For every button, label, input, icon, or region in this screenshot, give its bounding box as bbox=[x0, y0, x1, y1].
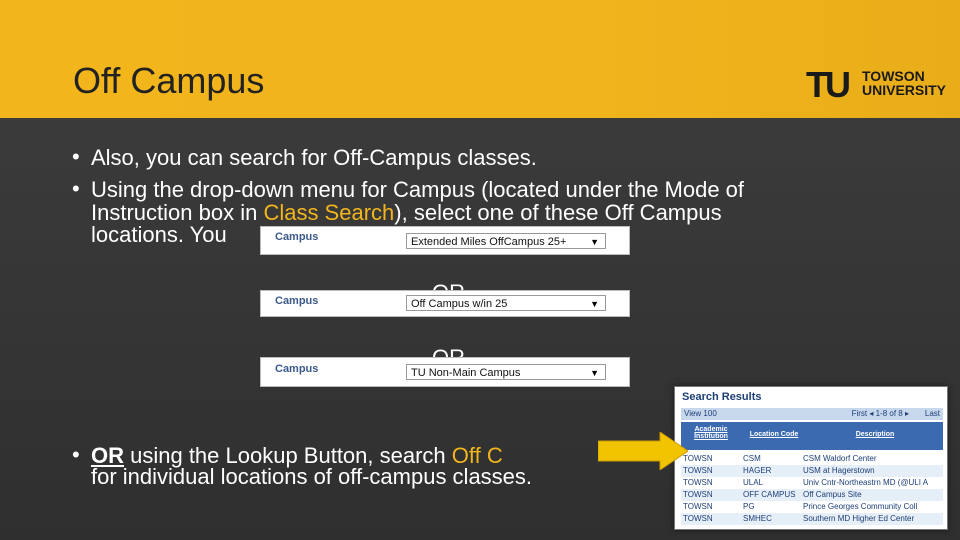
text-segment: ), select one of these Off Campus bbox=[394, 200, 722, 225]
col-location-code[interactable]: Location Code bbox=[749, 431, 799, 438]
logo-line-1: TOWSON bbox=[862, 68, 925, 84]
col-description[interactable]: Description bbox=[855, 431, 895, 438]
campus-select[interactable] bbox=[406, 295, 606, 311]
campus-dropdown-1 bbox=[260, 226, 630, 255]
dropdown-arrow-icon: ▼ bbox=[590, 237, 599, 247]
cell-location-code[interactable]: CSM bbox=[743, 454, 761, 463]
bullet-3 bbox=[91, 442, 532, 490]
search-results-panel bbox=[674, 386, 948, 530]
title-bar bbox=[0, 0, 960, 118]
results-pager bbox=[852, 409, 909, 418]
text-segment: using the Lookup Button, search bbox=[124, 443, 452, 468]
campus-dropdown-3 bbox=[260, 357, 630, 387]
off-campus-highlight: Off C bbox=[451, 443, 503, 468]
bullet-icon: • bbox=[72, 442, 80, 467]
results-header-row bbox=[681, 422, 943, 450]
cell-institution[interactable]: TOWSN bbox=[683, 478, 713, 487]
bullet-2-line-1: Using the drop-down menu for Campus (located under the Mode of bbox=[91, 177, 745, 202]
slide-title: Off Campus bbox=[73, 60, 265, 101]
table-row[interactable] bbox=[681, 501, 943, 513]
campus-label: Campus bbox=[275, 231, 319, 243]
campus-select[interactable] bbox=[406, 364, 606, 380]
table-row[interactable] bbox=[681, 477, 943, 489]
cell-description[interactable]: Southern MD Higher Ed Center bbox=[803, 514, 915, 523]
cell-description[interactable]: CSM Waldorf Center bbox=[803, 454, 877, 463]
next-icon[interactable]: ▸ bbox=[904, 409, 909, 418]
bullet-3-line-2: for individual locations of off-campus classes. bbox=[91, 464, 533, 489]
results-nav-bar bbox=[681, 408, 943, 420]
dropdown-arrow-icon: ▼ bbox=[590, 299, 599, 309]
cell-description[interactable]: Off Campus Site bbox=[803, 490, 862, 499]
text-segment: Instruction box in bbox=[91, 200, 264, 225]
towson-logo bbox=[806, 64, 947, 105]
bullet-icon: • bbox=[72, 176, 80, 201]
right-arrow-icon bbox=[598, 432, 688, 470]
bullet-2-line-3: locations. You bbox=[91, 222, 227, 247]
cell-location-code[interactable]: SMHEC bbox=[743, 514, 772, 523]
campus-label: Campus bbox=[275, 363, 319, 375]
cell-institution[interactable]: TOWSN bbox=[683, 490, 713, 499]
table-row[interactable] bbox=[681, 489, 943, 501]
results-title: Search Results bbox=[682, 391, 762, 403]
cell-location-code[interactable]: PG bbox=[743, 502, 755, 511]
table-row[interactable] bbox=[681, 465, 943, 477]
range-text: 1-8 of 8 bbox=[875, 409, 903, 418]
first-link[interactable]: First bbox=[851, 409, 868, 418]
col-academic-institution[interactable]: Academic Institution bbox=[694, 426, 728, 440]
logo-line-2: UNIVERSITY bbox=[862, 82, 947, 98]
cell-institution[interactable]: TOWSN bbox=[683, 454, 713, 463]
table-row[interactable] bbox=[681, 453, 943, 465]
campus-select[interactable] bbox=[406, 233, 606, 249]
or-emphasis: OR bbox=[91, 443, 124, 468]
bullet-1: Also, you can search for Off-Campus classes. bbox=[91, 145, 537, 170]
cell-institution[interactable]: TOWSN bbox=[683, 502, 713, 511]
cell-location-code[interactable]: ULAL bbox=[743, 478, 764, 487]
dropdown-arrow-icon: ▼ bbox=[590, 368, 599, 378]
table-row[interactable] bbox=[681, 513, 943, 525]
logo-mark: TU bbox=[806, 64, 848, 105]
cell-description[interactable]: Prince Georges Community Coll bbox=[803, 502, 918, 511]
view-100-link[interactable]: View 100 bbox=[684, 409, 717, 418]
cell-institution[interactable]: TOWSN bbox=[683, 466, 713, 475]
cell-location-code[interactable]: HAGER bbox=[743, 466, 772, 475]
campus-label: Campus bbox=[275, 295, 319, 307]
last-link[interactable]: Last bbox=[924, 409, 940, 418]
campus-dropdown-2 bbox=[260, 290, 630, 317]
campus-select-value: Off Campus w/in 25 bbox=[411, 298, 508, 310]
cell-location-code[interactable]: OFF CAMPUS bbox=[743, 490, 796, 499]
class-search-highlight: Class Search bbox=[263, 200, 395, 225]
prev-icon[interactable]: ◂ bbox=[869, 409, 874, 418]
bullet-icon: • bbox=[72, 144, 80, 169]
campus-select-value: TU Non-Main Campus bbox=[411, 367, 521, 379]
cell-description[interactable]: USM at Hagerstown bbox=[803, 466, 875, 475]
cell-institution[interactable]: TOWSN bbox=[683, 514, 713, 523]
cell-description[interactable]: Univ Cntr-Northeastrn MD (@ULI A bbox=[803, 478, 929, 487]
campus-select-value: Extended Miles OffCampus 25+ bbox=[411, 236, 567, 248]
logo-text bbox=[862, 69, 946, 97]
